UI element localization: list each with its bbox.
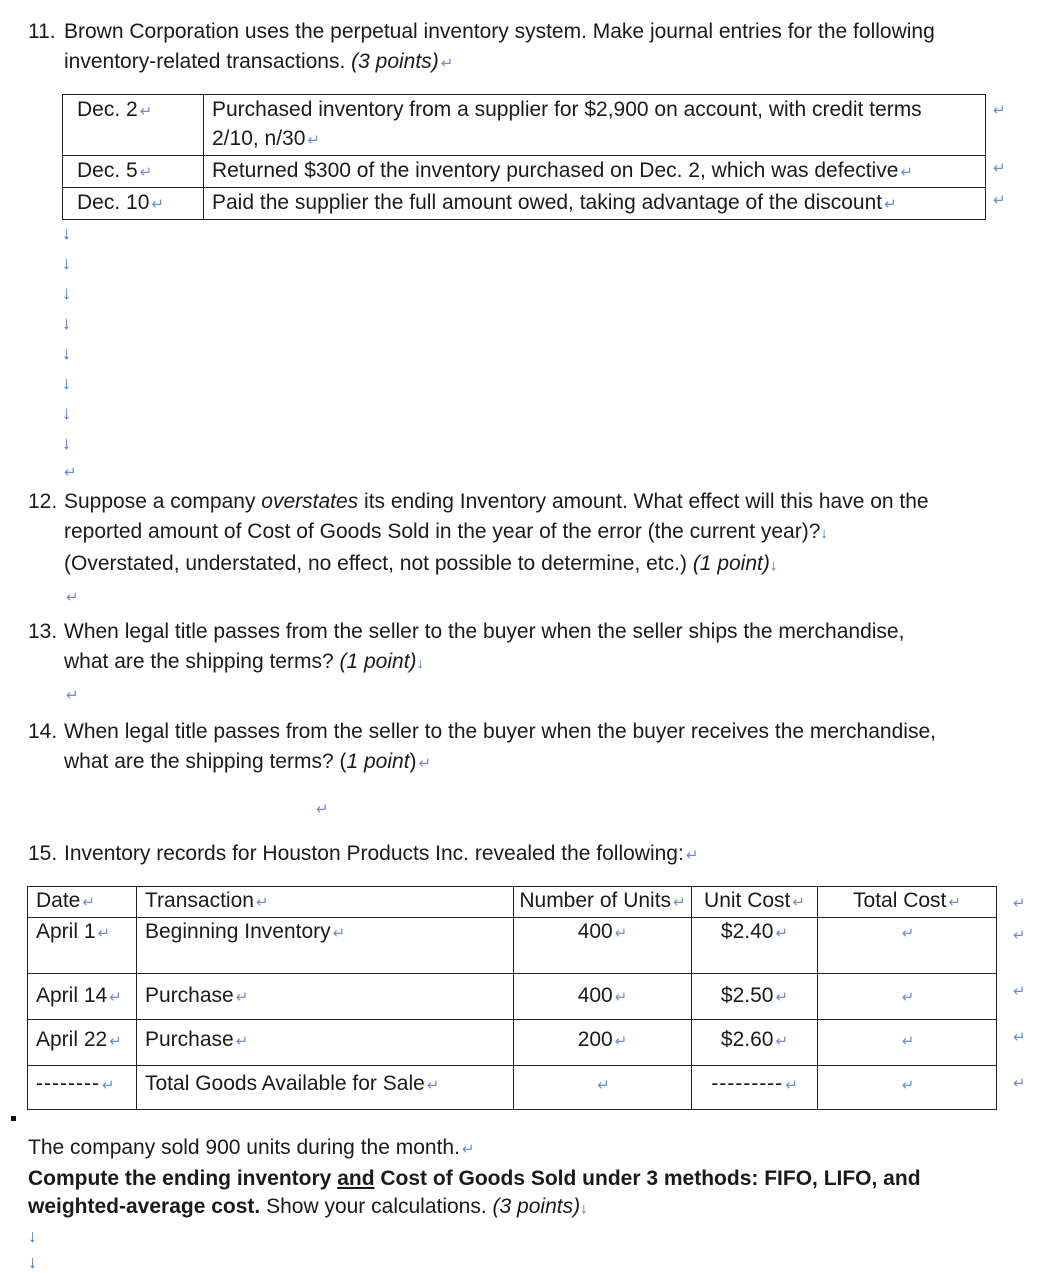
table-row	[28, 918, 997, 974]
table-header-row	[28, 887, 997, 918]
date-cell: Dec. 5 ↵	[63, 156, 204, 188]
total-cost-cell[interactable]: ↵	[818, 974, 997, 1020]
question-13-text-line2: what are the shipping terms?	[64, 650, 334, 673]
line-break-icon: ↓	[62, 403, 71, 423]
line-break-icon: ↓	[62, 373, 71, 393]
header-transaction: Transaction ↵	[137, 887, 514, 918]
points-label: (3 points)	[492, 1195, 581, 1218]
question-number: 14.	[28, 720, 58, 743]
anchor-marker	[11, 1116, 16, 1121]
paragraph-mark-icon: ↵	[64, 464, 77, 481]
question-11-text-line2: inventory-related transactions.	[64, 50, 346, 73]
paragraph-mark-icon: ↵	[66, 589, 79, 606]
paragraph-mark-icon: ↵	[993, 102, 1006, 119]
date-cell: Dec. 10 ↵	[63, 188, 204, 220]
table-row	[28, 1066, 997, 1110]
transaction-cell: Beginning Inventory ↵	[137, 918, 514, 974]
unit-cost-cell: $2.40 ↵	[692, 918, 818, 974]
sold-statement: The company sold 900 units during the month.	[28, 1136, 460, 1159]
unit-cost-cell: --------- ↵	[692, 1066, 818, 1110]
journal-transactions-table	[62, 94, 986, 220]
units-cell: 400 ↵	[514, 918, 692, 974]
date-cell: -------- ↵	[28, 1066, 137, 1110]
header-date: Date ↵	[28, 887, 137, 918]
line-break-icon: ↓	[28, 1226, 37, 1246]
question-number: 11.	[28, 20, 56, 43]
table-row	[28, 1020, 997, 1066]
paragraph-mark-icon: ↵	[418, 755, 432, 772]
emphasis-overstates: overstates	[261, 490, 359, 513]
question-15-text-line1: Inventory records for Houston Products Inc. revealed the following:	[64, 842, 684, 865]
paragraph-mark-icon: ↵	[993, 160, 1006, 177]
transaction-cell: Total Goods Available for Sale ↵	[137, 1066, 514, 1110]
paragraph-mark-icon: ↵	[1013, 927, 1026, 944]
line-break-icon: ↓	[62, 313, 71, 333]
unit-cost-cell: $2.60 ↵	[692, 1020, 818, 1066]
question-14-text-line1: When legal title passes from the seller to the buyer when the buyer receives the merchandise,	[64, 720, 936, 743]
paragraph-mark-icon: ↵	[993, 192, 1006, 209]
transaction-cell: Purchase ↵	[137, 974, 514, 1020]
total-cost-cell[interactable]: ↵	[818, 1066, 997, 1110]
paragraph-mark-icon: ↵	[66, 687, 79, 704]
units-cell[interactable]: ↵	[514, 1066, 692, 1110]
line-break-icon: ↓	[62, 343, 71, 363]
paragraph-mark-icon: ↵	[1013, 1029, 1026, 1046]
paragraph-mark-icon: ↵	[461, 1141, 475, 1158]
table-row	[63, 156, 986, 188]
paragraph-mark-icon: ↵	[1013, 895, 1026, 912]
description-cell: Returned $300 of the inventory purchased on Dec. 2, which was defective ↵	[204, 156, 986, 188]
question-13: 13. When legal title passes from the seller to the buyer when the seller ships the merchandise, what are the shipping terms? (1 point)↓ ↵	[28, 617, 1028, 711]
units-cell: 200 ↵	[514, 1020, 692, 1066]
points-label: (1 point)	[339, 650, 417, 673]
question-number: 15.	[28, 842, 58, 865]
table-row	[28, 974, 997, 1020]
description-cell: Paid the supplier the full amount owed, taking advantage of the discount ↵	[204, 188, 986, 220]
paragraph-mark-icon: ↵	[316, 801, 329, 818]
date-cell: April 14 ↵	[28, 974, 137, 1020]
question-13-text-line1: When legal title passes from the seller to the buyer when the seller ships the merchandise,	[64, 620, 905, 643]
question-12-text-line2: reported amount of Cost of Goods Sold in the year of the error (the current year)?	[64, 520, 821, 543]
total-cost-cell[interactable]: ↵	[818, 1020, 997, 1066]
units-cell: 400 ↵	[514, 974, 692, 1020]
total-cost-cell[interactable]: ↵	[818, 918, 997, 974]
points-label: (3 points)	[351, 50, 439, 73]
header-units: Number of Units ↵	[514, 887, 692, 918]
points-label: 1 point	[346, 750, 410, 773]
points-label: (1 point)	[692, 552, 770, 575]
question-number: 13.	[28, 620, 58, 643]
header-unit-cost: Unit Cost ↵	[692, 887, 818, 918]
table-row	[63, 188, 986, 220]
question-number: 12.	[28, 490, 58, 513]
answer-space[interactable]	[62, 218, 77, 488]
question-14-text-line2: what are the shipping terms? (	[64, 750, 347, 773]
paragraph-mark-icon: ↵	[1013, 983, 1026, 1000]
date-cell: Dec. 2 ↵	[63, 95, 204, 156]
paragraph-mark-icon: ↵	[440, 55, 454, 72]
question-14: 14. When legal title passes from the seller to the buyer when the buyer receives the merchandise, what are the shipping terms? (1 point) ↵	[28, 717, 1028, 779]
line-break-icon: ↓	[62, 223, 71, 243]
unit-cost-cell: $2.50 ↵	[692, 974, 818, 1020]
table-row	[63, 95, 986, 156]
paragraph-mark-icon: ↵	[1013, 1075, 1026, 1092]
question-11	[28, 17, 1028, 79]
paragraph-mark-icon: ↵	[685, 847, 699, 864]
inventory-records-table	[27, 886, 997, 1110]
question-12-text-line3: (Overstated, understated, no effect, not possible to determine, etc.)	[64, 552, 687, 575]
line-break-icon: ↓	[62, 283, 71, 303]
transaction-cell: Purchase ↵	[137, 1020, 514, 1066]
question-15-instructions: The company sold 900 units during the month. ↵ Compute the ending inventory and Cost of Goods Sold under 3 methods: FIFO, LIFO, and weighted-average cost. Show your calculations. (3 points)↓ ↓ ↓	[28, 1133, 1038, 1275]
date-cell: April 1 ↵	[28, 918, 137, 974]
line-break-icon: ↓	[62, 253, 71, 273]
question-12: 12. Suppose a company overstates its ending Inventory amount. What effect will this have on the reported amount of Cost of Goods Sold in the year of the error (the current year)?↓ (Overstated, understated, no effect, not possible to determine, etc.) (1 point)↓ ↵	[28, 487, 1028, 613]
date-cell: April 22 ↵	[28, 1020, 137, 1066]
question-15	[28, 839, 1028, 871]
question-11-text-line1: Brown Corporation uses the perpetual inventory system. Make journal entries for the following	[64, 20, 935, 43]
line-break-icon: ↓	[62, 433, 71, 453]
description-cell: Purchased inventory from a supplier for $2,900 on account, with credit terms 2/10, n/30 ↵	[204, 95, 986, 156]
header-total-cost: Total Cost ↵	[818, 887, 997, 918]
line-break-icon: ↓	[28, 1252, 37, 1272]
